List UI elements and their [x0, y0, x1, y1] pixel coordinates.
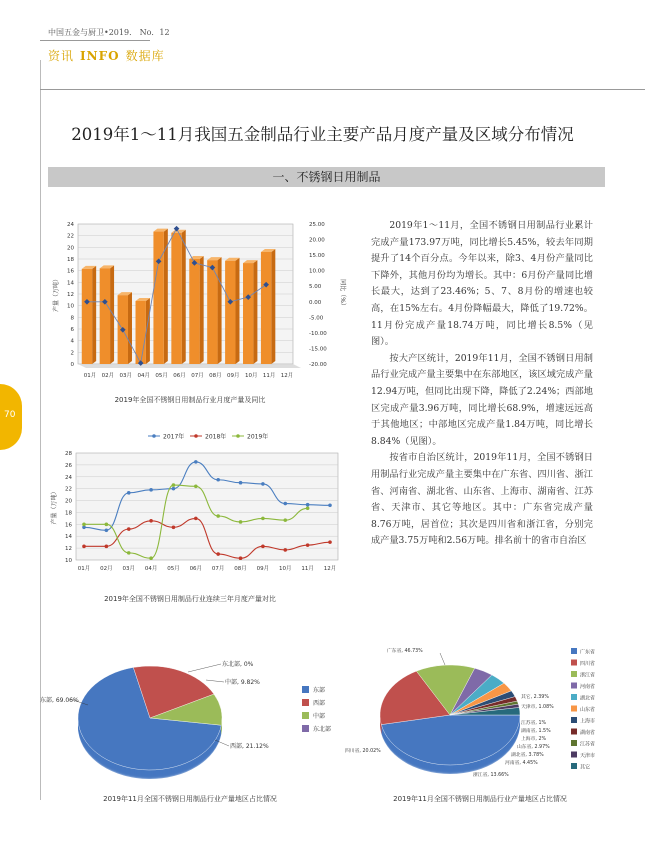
- legend-label: 湖南省: [580, 730, 596, 736]
- series-marker: [239, 520, 243, 524]
- y2-axis-label: 同比（%）: [339, 279, 346, 309]
- header-rule: [40, 40, 150, 41]
- legend-label: 2017年: [163, 433, 185, 441]
- slice-label: 浙江省, 13.66%: [473, 773, 509, 778]
- legend-swatch: [302, 712, 309, 719]
- legend-swatch: [571, 763, 577, 769]
- bar: [82, 269, 92, 364]
- legend-swatch: [571, 706, 577, 712]
- chart3-caption: 2019年11月全国不锈钢日用制品行业产量地区占比情况: [103, 795, 277, 803]
- series-marker: [105, 545, 109, 549]
- slice-label: 河南省, 4.45%: [505, 761, 538, 766]
- series-marker: [149, 556, 153, 560]
- x-tick-label: 12月: [323, 566, 337, 572]
- x-tick-label: 10月: [244, 373, 258, 379]
- x-tick-label: 10月: [279, 566, 292, 572]
- y-tick-label: 18: [65, 510, 72, 517]
- legend-label: 2018年: [205, 433, 227, 441]
- x-tick-label: 03月: [122, 566, 135, 572]
- y-tick-label: 22: [67, 233, 74, 240]
- legend-swatch: [571, 729, 577, 735]
- series-marker: [105, 523, 109, 527]
- floor: [78, 364, 301, 368]
- x-tick-label: 08月: [209, 373, 222, 379]
- bar-side: [235, 258, 239, 364]
- bar: [261, 252, 271, 364]
- bar: [207, 260, 217, 364]
- y-tick-label: 14: [65, 534, 72, 541]
- series-marker: [172, 526, 176, 530]
- series-marker: [172, 487, 176, 491]
- x-tick-label: 08月: [234, 566, 247, 572]
- series-marker: [127, 527, 131, 531]
- series-marker: [306, 543, 310, 547]
- y-tick-label: 14: [67, 280, 74, 287]
- series-marker: [283, 548, 287, 552]
- chart4-caption: 2019年11月全国不锈钢日用制品行业产量地区占比情况: [393, 795, 567, 803]
- slice-label: 西部, 21.12%: [230, 743, 269, 750]
- legend-swatch: [571, 740, 577, 746]
- x-tick-label: 02月: [101, 373, 115, 379]
- x-tick-label: 09月: [227, 373, 240, 379]
- legend-marker: [236, 434, 240, 438]
- series-marker: [283, 502, 287, 506]
- x-tick-label: 03月: [119, 373, 133, 379]
- province-pie-chart: [345, 640, 615, 790]
- bar-side: [128, 292, 132, 364]
- region-pie-chart: [40, 640, 340, 790]
- bar: [189, 259, 199, 364]
- y-tick-label: 26: [65, 462, 72, 469]
- bar: [100, 268, 110, 364]
- bar-side: [218, 257, 222, 364]
- legend-marker: [194, 434, 198, 438]
- x-tick-label: 01月: [83, 373, 97, 379]
- chart1-caption: 2019年全国不锈钢日用制品行业月度产量及同比: [114, 396, 266, 404]
- x-tick-label: 07月: [211, 566, 225, 572]
- y2-tick-label: -20.00: [309, 362, 327, 368]
- y-tick-label: 6: [70, 327, 74, 333]
- section-en: INFO: [80, 49, 120, 63]
- series-marker: [194, 484, 198, 488]
- y-axis-label: 产量（万吨）: [53, 275, 60, 313]
- bar: [136, 301, 146, 364]
- y2-tick-label: -15.00: [309, 346, 327, 353]
- y-tick-label: 16: [65, 522, 72, 529]
- x-tick-label: 05月: [167, 566, 180, 572]
- legend-label: 2019年: [247, 433, 269, 441]
- legend-label: 中部: [313, 713, 326, 720]
- y-tick-label: 2: [70, 350, 74, 357]
- legend-label: 天津市: [580, 753, 596, 759]
- x-tick-label: 04月: [144, 566, 158, 572]
- leader-line: [440, 653, 445, 665]
- section-cn2: 数据库: [125, 49, 165, 63]
- page-number: 70: [4, 410, 16, 420]
- journal-header: 中国五金与厨卫•2019． No．12: [48, 28, 170, 37]
- section-header: [48, 47, 165, 64]
- bar: [225, 261, 235, 364]
- y-tick-label: 28: [65, 451, 72, 457]
- leader-line: [188, 664, 221, 672]
- series-marker: [127, 491, 131, 495]
- bar: [171, 233, 181, 364]
- paragraph-3: 按省市自治区统计，2019年11月，全国不锈钢日用制品行业完成产量主要集中在广东省、四川省、浙江省、河南省、湖北省、山东省、上海市、湖南省、江苏省、天津市、其它等地区。其中：广东省完成产量8.76万吨，居首位；其次是四川省和浙江省，分别完成产量3.75万吨和2.56万吨。排名前十的省市自治区: [371, 452, 593, 547]
- y2-tick-label: 0.00: [309, 299, 322, 306]
- series-marker: [105, 528, 109, 532]
- legend-label: 江苏省: [580, 741, 596, 748]
- y-tick-label: 4: [70, 338, 74, 345]
- legend-label: 湖北省: [580, 695, 596, 702]
- legend-swatch: [571, 648, 577, 654]
- series-marker: [82, 545, 86, 549]
- plot-area: [76, 453, 338, 560]
- slice-label: 湖南省, 1.5%: [521, 729, 551, 734]
- bar-side: [271, 249, 275, 364]
- series-marker: [127, 551, 131, 555]
- chart2-caption: 2019年全国不锈钢日用制品行业连续三年月度产量对比: [104, 595, 276, 603]
- bar-side: [200, 256, 204, 364]
- y2-tick-label: -10.00: [309, 330, 327, 337]
- slice-label: 广东省, 46.73%: [387, 649, 423, 654]
- y-tick-label: 22: [65, 486, 72, 493]
- x-tick-label: 01月: [77, 566, 91, 572]
- y-tick-label: 0: [70, 362, 74, 368]
- legend-swatch: [302, 725, 309, 732]
- legend-swatch: [571, 717, 577, 723]
- paragraph-1: 2019年1～11月，全国不锈钢日用制品行业累计完成产量173.97万吨，同比增长5.45%，较去年同期提升了14个百分点。今年以来，除3、4月份产量同比下降外，其他月份均为增长。其中：6月份产量同比增长最大，达到了23.46%；5、7、8月份的增速也较高，在15%左右。4月份降幅最大，降低了19.72%。11月份完成产量18.74万吨，同比增长8.5%（见图）。: [371, 220, 593, 348]
- slice-label: 东部, 69.06%: [40, 697, 79, 704]
- series-marker: [306, 506, 310, 510]
- x-tick-label: 05月: [155, 373, 168, 379]
- x-tick-label: 02月: [100, 566, 113, 572]
- slice-label: 湖北省, 3.78%: [511, 753, 544, 758]
- legend-swatch: [571, 752, 577, 758]
- y-tick-label: 10: [67, 303, 74, 310]
- x-tick-label: 11月: [262, 373, 276, 379]
- y2-tick-label: -5.00: [309, 315, 324, 322]
- y-tick-label: 12: [67, 292, 74, 298]
- x-tick-label: 06月: [189, 566, 203, 572]
- series-marker: [261, 517, 265, 521]
- series-marker: [306, 503, 310, 507]
- y-tick-label: 20: [67, 245, 74, 252]
- top-rule: [40, 89, 645, 90]
- legend-label: 东北部: [313, 726, 332, 733]
- y-tick-label: 16: [67, 268, 74, 275]
- legend-label: 河南省: [580, 684, 596, 690]
- slice-label: 其它, 2.39%: [521, 695, 549, 700]
- x-tick-label: 11月: [301, 566, 314, 572]
- bar: [243, 263, 253, 364]
- legend-swatch: [571, 683, 577, 689]
- series-marker: [149, 519, 153, 523]
- monthly-output-bar-chart: [48, 212, 348, 387]
- series-marker: [172, 483, 176, 487]
- legend-marker: [152, 434, 156, 438]
- legend-swatch: [571, 694, 577, 700]
- slice-label: 山东省, 2.97%: [517, 745, 550, 750]
- section-cn: 资讯: [48, 49, 75, 63]
- x-tick-label: 12月: [280, 373, 294, 379]
- legend-swatch: [302, 699, 309, 706]
- slice-label: 江苏省, 1%: [521, 721, 547, 726]
- y2-tick-label: 5.00: [309, 284, 322, 291]
- series-marker: [194, 460, 198, 464]
- leader-line: [206, 680, 224, 682]
- series-marker: [149, 488, 153, 492]
- slice-label: 中部, 9.82%: [225, 679, 260, 686]
- y2-tick-label: 10.00: [309, 268, 325, 275]
- bar: [153, 232, 163, 364]
- series-marker: [194, 517, 198, 521]
- x-tick-label: 06月: [173, 373, 186, 379]
- y-tick-label: 24: [65, 474, 72, 481]
- section-heading: 一、不锈钢日用制品: [48, 167, 605, 187]
- x-tick-label: 04月: [137, 373, 150, 379]
- y-tick-label: 20: [65, 498, 72, 505]
- x-tick-label: 09月: [256, 566, 270, 572]
- legend-label: 东部: [313, 687, 326, 694]
- legend-label: 广东省: [580, 649, 596, 656]
- legend-label: 其它: [580, 764, 591, 771]
- slice-label: 天津市, 1.08%: [521, 705, 554, 710]
- y-tick-label: 10: [65, 558, 72, 564]
- y2-tick-label: 20.00: [309, 237, 325, 244]
- series-marker: [216, 514, 220, 518]
- series-marker: [82, 523, 86, 527]
- y2-tick-label: 25.00: [309, 222, 325, 228]
- series-marker: [328, 540, 332, 544]
- paragraph-2: 按大产区统计，2019年11月，全国不锈钢日用制品行业完成产量主要集中在东部地区，该区域完成产量12.94万吨，但同比出现下降，降低了2.24%；西部地区完成产量3.96万吨，同比增长68.9%，增速远远高于其他地区；中部地区完成产量1.84万吨，同比增长8.84%（见图）。: [371, 352, 593, 447]
- legend-swatch: [302, 686, 309, 693]
- series-marker: [261, 482, 265, 486]
- legend-label: 四川省: [580, 661, 596, 667]
- y2-tick-label: 15.00: [309, 253, 325, 260]
- three-year-line-chart: [48, 428, 348, 588]
- legend-swatch: [571, 671, 577, 677]
- legend-label: 山东省: [580, 707, 596, 713]
- bar-side: [92, 266, 96, 364]
- series-marker: [261, 545, 265, 549]
- series-marker: [239, 556, 243, 560]
- legend-swatch: [571, 660, 577, 666]
- slice-label: 上海市, 2%: [521, 737, 547, 742]
- bar-side: [182, 230, 186, 364]
- article-body: [371, 218, 593, 550]
- series-marker: [283, 518, 287, 522]
- legend-label: 上海市: [580, 718, 596, 725]
- series-marker: [239, 481, 243, 485]
- bar-side: [253, 260, 257, 364]
- x-tick-label: 07月: [191, 373, 204, 379]
- slice-label: 东北部, 0%: [222, 661, 254, 668]
- legend-label: 浙江省: [580, 672, 596, 679]
- y-tick-label: 8: [70, 315, 74, 322]
- series-marker: [216, 478, 220, 482]
- y-tick-label: 24: [67, 222, 74, 228]
- y-tick-label: 12: [65, 546, 72, 553]
- y-tick-label: 18: [67, 257, 74, 263]
- series-marker: [328, 504, 332, 508]
- legend-label: 西部: [313, 700, 326, 707]
- y-axis-label: 产量（万吨）: [51, 488, 58, 525]
- article-title: 2019年1～11月我国五金制品行业主要产品月度产量及区域分布情况: [71, 125, 574, 144]
- series-marker: [216, 552, 220, 556]
- slice-label: 四川省, 20.02%: [345, 749, 381, 754]
